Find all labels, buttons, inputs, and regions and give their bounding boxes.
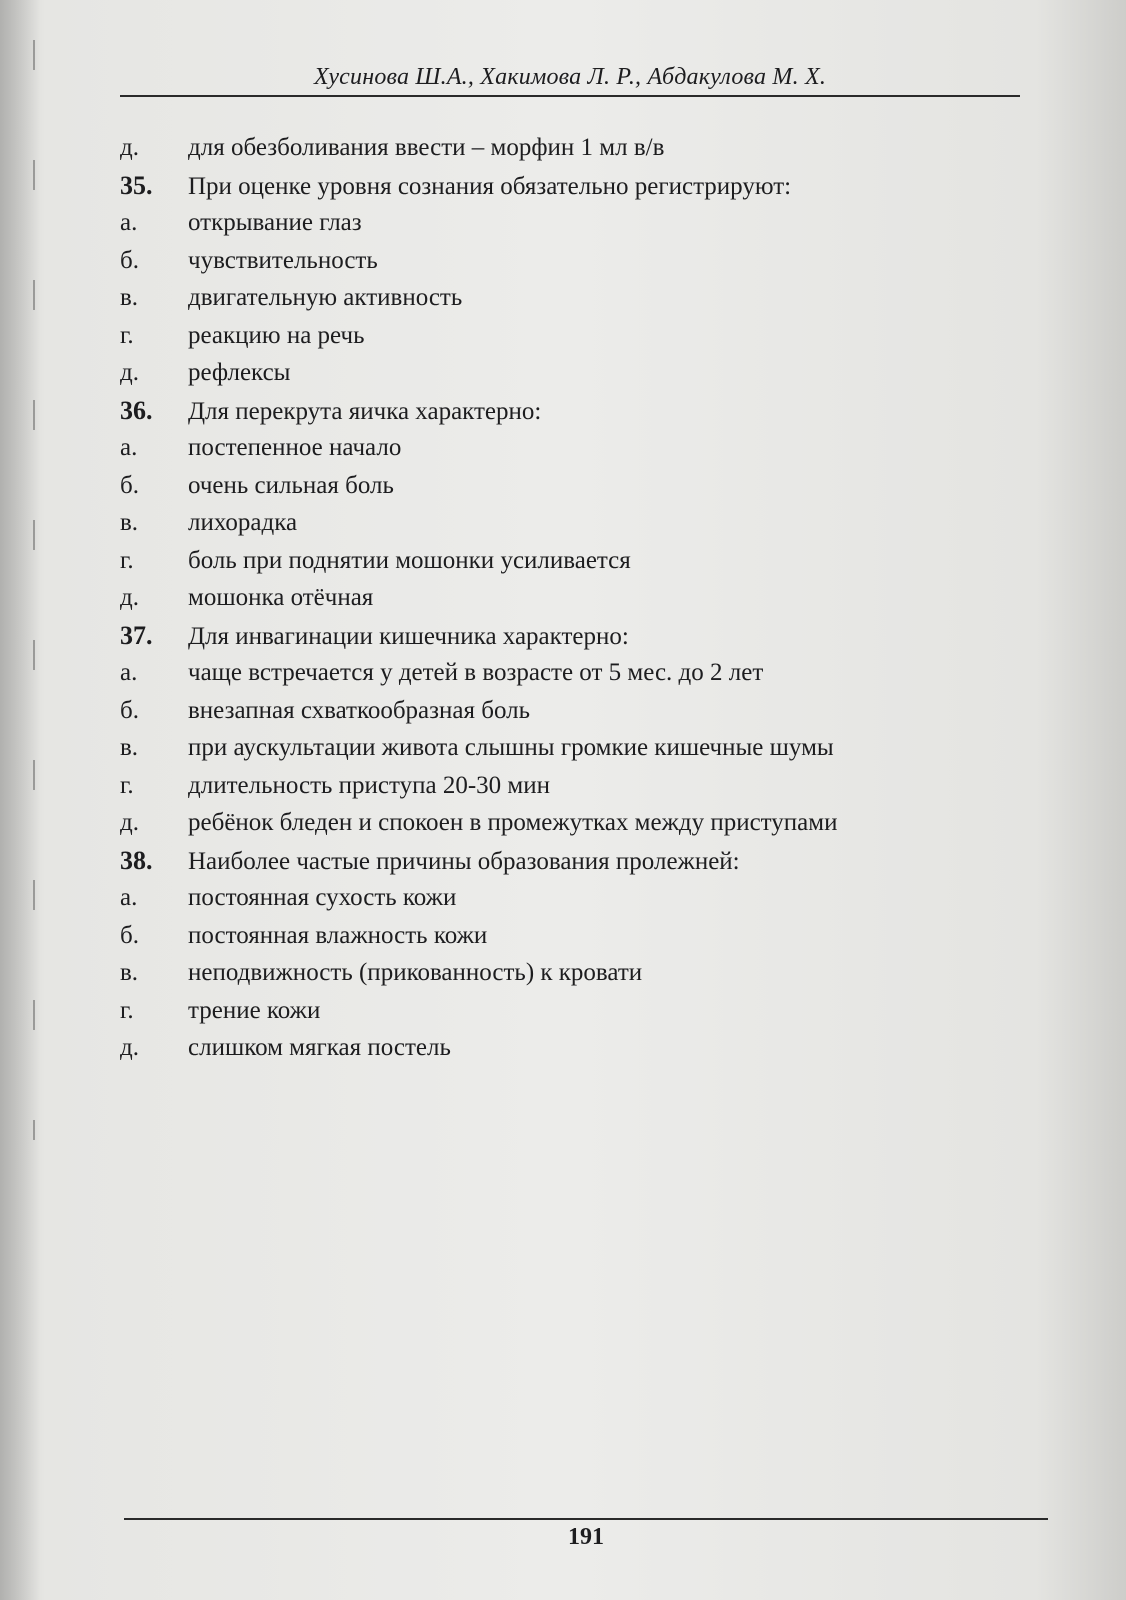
- item-marker: д.: [120, 584, 139, 611]
- list-item: [120, 842, 1020, 880]
- item-text: открывание глаз: [188, 209, 362, 236]
- list-item: [120, 579, 1020, 617]
- list-item: [120, 879, 1020, 917]
- item-text: Для инвагинации кишечника характерно:: [188, 622, 629, 650]
- item-text: Для перекрута яичка характерно:: [188, 397, 542, 425]
- question-list: [120, 129, 1020, 1067]
- item-text: мошонка отёчная: [188, 584, 374, 611]
- item-text: чувствительность: [188, 246, 378, 274]
- list-item: [120, 954, 1020, 992]
- item-text: слишком мягкая постель: [188, 1034, 451, 1061]
- header-divider: [120, 95, 1020, 97]
- list-item: [120, 1029, 1020, 1067]
- item-marker: 37.: [120, 620, 153, 650]
- item-marker: в.: [120, 284, 139, 311]
- list-item: [120, 467, 1020, 505]
- list-item: [120, 729, 1020, 767]
- item-marker: 36.: [120, 395, 153, 425]
- list-item: [120, 242, 1020, 280]
- item-marker: в.: [120, 734, 139, 761]
- list-item: [120, 504, 1020, 542]
- item-marker: д.: [120, 359, 139, 386]
- list-item: [120, 917, 1020, 955]
- item-marker: в.: [120, 959, 139, 986]
- item-text: постоянная сухость кожи: [188, 884, 457, 911]
- list-item: [120, 542, 1020, 580]
- list-item: [120, 279, 1020, 317]
- item-text: При оценке уровня сознания обязательно регистрируют:: [188, 172, 792, 200]
- item-marker: а.: [120, 659, 138, 686]
- item-marker: б.: [120, 471, 139, 499]
- item-text: ребёнок бледен и спокоен в промежутках между приступами: [188, 809, 838, 836]
- item-text: длительность приступа 20-30 мин: [188, 771, 550, 799]
- item-text: реакцию на речь: [188, 321, 365, 349]
- item-text: неподвижность (прикованность) к кровати: [188, 959, 643, 986]
- item-marker: б.: [120, 696, 139, 724]
- item-marker: д.: [120, 1034, 139, 1061]
- item-text: для обезболивания ввести – морфин 1 мл в/в: [188, 134, 665, 161]
- list-item: [120, 317, 1020, 355]
- list-item: [120, 129, 1020, 167]
- item-marker: 35.: [120, 170, 153, 200]
- item-marker: в.: [120, 509, 139, 536]
- item-text: рефлексы: [188, 359, 291, 386]
- list-item: [120, 767, 1020, 805]
- footer-divider: [124, 1518, 1048, 1520]
- item-text: внезапная схваткообразная боль: [188, 696, 531, 724]
- item-marker: г.: [120, 321, 134, 349]
- item-marker: 38.: [120, 845, 153, 875]
- running-header: Хусинова Ш.А., Хакимова Л. Р., Абдакулова М. Х.: [313, 64, 827, 90]
- item-marker: а.: [120, 209, 138, 236]
- list-item: [120, 692, 1020, 730]
- item-text: двигательную активность: [188, 284, 463, 311]
- list-item: [120, 204, 1020, 242]
- item-text: очень сильная боль: [188, 471, 394, 499]
- item-marker: а.: [120, 434, 138, 461]
- item-marker: д.: [120, 134, 139, 161]
- list-item: [120, 167, 1020, 205]
- item-marker: г.: [120, 771, 134, 799]
- item-marker: б.: [120, 246, 139, 274]
- list-item: [120, 392, 1020, 430]
- item-marker: д.: [120, 809, 139, 836]
- item-marker: г.: [120, 546, 134, 574]
- item-text: лихорадка: [188, 509, 298, 536]
- item-text: Наиболее частые причины образования пролежней:: [188, 847, 740, 875]
- item-marker: а.: [120, 884, 138, 911]
- list-item: [120, 992, 1020, 1030]
- item-text: боль при поднятии мошонки усиливается: [188, 546, 631, 574]
- list-item: [120, 429, 1020, 467]
- item-text: при аускультации живота слышны громкие кишечные шумы: [188, 734, 834, 761]
- list-item: [120, 654, 1020, 692]
- item-marker: г.: [120, 996, 134, 1024]
- item-text: постоянная влажность кожи: [188, 921, 488, 949]
- binding-edge-marks: [33, 40, 35, 1140]
- page-number: 191: [568, 1524, 604, 1550]
- item-text: чаще встречается у детей в возрасте от 5 мес. до 2 лет: [188, 659, 764, 686]
- item-marker: б.: [120, 921, 139, 949]
- item-text: трение кожи: [188, 996, 321, 1024]
- list-item: [120, 354, 1020, 392]
- list-item: [120, 804, 1020, 842]
- list-item: [120, 617, 1020, 655]
- item-text: постепенное начало: [188, 434, 402, 461]
